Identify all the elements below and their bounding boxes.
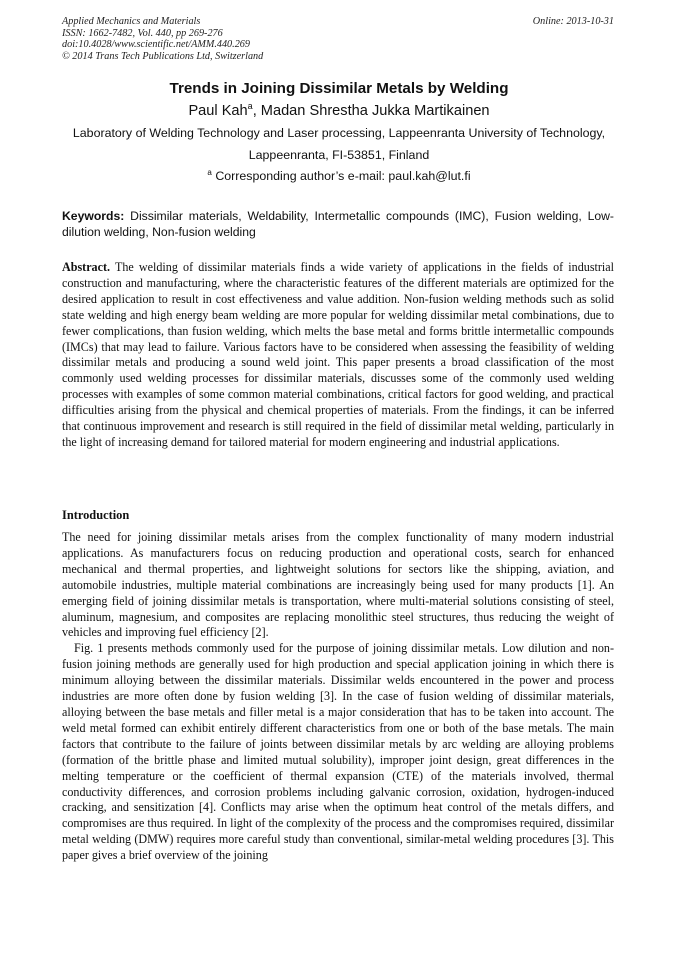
affiliation-line-1: Laboratory of Welding Technology and Laser processing, Lappeenranta University of Technology, — [72, 126, 606, 140]
doi-line: doi:10.4028/www.scientific.net/AMM.440.269 — [62, 39, 250, 51]
author-superscript: a — [247, 101, 253, 111]
intro-paragraph-1: The need for joining dissimilar metals arises from the complex functionality of many modern industrial applications. As manufacturers focus on reducing production and operational costs, search for enhanced mechanical and thermal properties, and lightweight solutions for sectors like the shipping, aviation, and automobile industries, multiple material combinations are increasingly being used for many products [1]. An emerging field of joining dissimilar metals is transportation, where multi-material solutions consisting of steel, aluminum, magnesium, and composites are replacing monolithic steel structures, thus reducing the weight of vehicles and improving fuel efficiency [2]. — [62, 530, 614, 640]
issn-line: ISSN: 1662-7482, Vol. 440, pp 269-276 — [62, 27, 223, 39]
paper-title: Trends in Joining Dissimilar Metals by Welding — [169, 80, 509, 97]
copyright-line: © 2014 Trans Tech Publications Ltd, Switzerland — [62, 50, 264, 62]
abstract-text: The welding of dissimilar materials finds a wide variety of applications in the fields of industrial construction and manufacturing, where the characteristic features of the different materials are optimized for the desired application to result in cost effectiveness and value addition. Non-fusion welding methods such as solid state welding and high energy beam welding are more popular for welding dissimilar metal combinations, due to fewer complications, than fusion welding, which melts the base metal and forms brittle intermetallic compounds (IMCs) that may lead to failure. Various factors have to be considered when assessing the feasibility of welding dissimilar metals and producing a sound weld joint. This paper presents a broad classification of the most commonly used welding processes for dissimilar materials, discusses some of the commonly used welding processes with examples of some common material combinations, critical factors for good welding, and practical difficulties arising from the physical and chemical properties of materials. From the findings, it can be inferred that continuous improvement and research is still required in the field of dissimilar metal welding, particularly in the light of increasing demand for tailored material for modern engineering and industrial applications. — [62, 260, 614, 449]
intro-paragraph-2: Fig. 1 presents methods commonly used for the purpose of joining dissimilar metals. Low dilution and non-fusion joining methods are generally used for high production and special application joining in which there is minimum alloying between the dissimilar materials. Dissimilar welds encountered in the power and process industries are more often done by fusion welding [3]. In the case of fusion welding of dissimilar materials, alloying between the base metals and filler metal is a major consideration that has to be taken into account. The weld metal formed can exhibit entirely different characteristics from one or both of the base metals. The main factors that contribute to the failure of joints between dissimilar metals by arc welding are alloying problems (formation of the brittle phase and limited mutual solubility), improper joint design, great differences in the melting temperature or the coefficient of thermal expansion (CTE) of the materials involved, thermal conductivity differences, and corrosion problems including galvanic corrosion, oxidation, hydrogen-induced cracking, and sensitization [4]. Conflicts may arise when the optimum heat control of the metals differs, and compromises are thus required. In light of the complexity of the process and the compromises required, dissimilar metal welding (DMW) requires more careful study than conventional, similar-metal welding procedures [3]. This paper gives a brief overview of the joining — [62, 641, 614, 863]
author-rest: , Madan Shrestha Jukka Martikainen — [252, 103, 490, 119]
journal-header — [62, 16, 614, 62]
keywords-paragraph — [62, 208, 614, 241]
abstract-paragraph — [62, 260, 614, 451]
journal-name: Applied Mechanics and Materials — [62, 16, 201, 27]
keywords-text: Dissimilar materials, Weldability, Intermetallic compounds (IMC), Fusion welding, Low-dilution welding, Non-fusion welding — [62, 209, 614, 240]
affiliation-line-2: Lappeenranta, FI-53851, Finland — [248, 148, 430, 162]
email-text: Corresponding author’s e-mail: paul.kah@lut.fi — [211, 169, 471, 183]
author-list — [52, 100, 626, 122]
email-superscript: a — [207, 168, 212, 177]
online-date: Online: 2013-10-31 — [532, 16, 614, 27]
abstract-label: Abstract. — [62, 260, 111, 274]
author-first: Paul Kah — [188, 103, 248, 119]
corresponding-email — [52, 166, 626, 186]
title-block — [52, 78, 626, 186]
introduction-body — [62, 530, 614, 864]
keywords-label: Keywords: — [62, 209, 125, 223]
introduction-heading: Introduction — [62, 508, 130, 522]
